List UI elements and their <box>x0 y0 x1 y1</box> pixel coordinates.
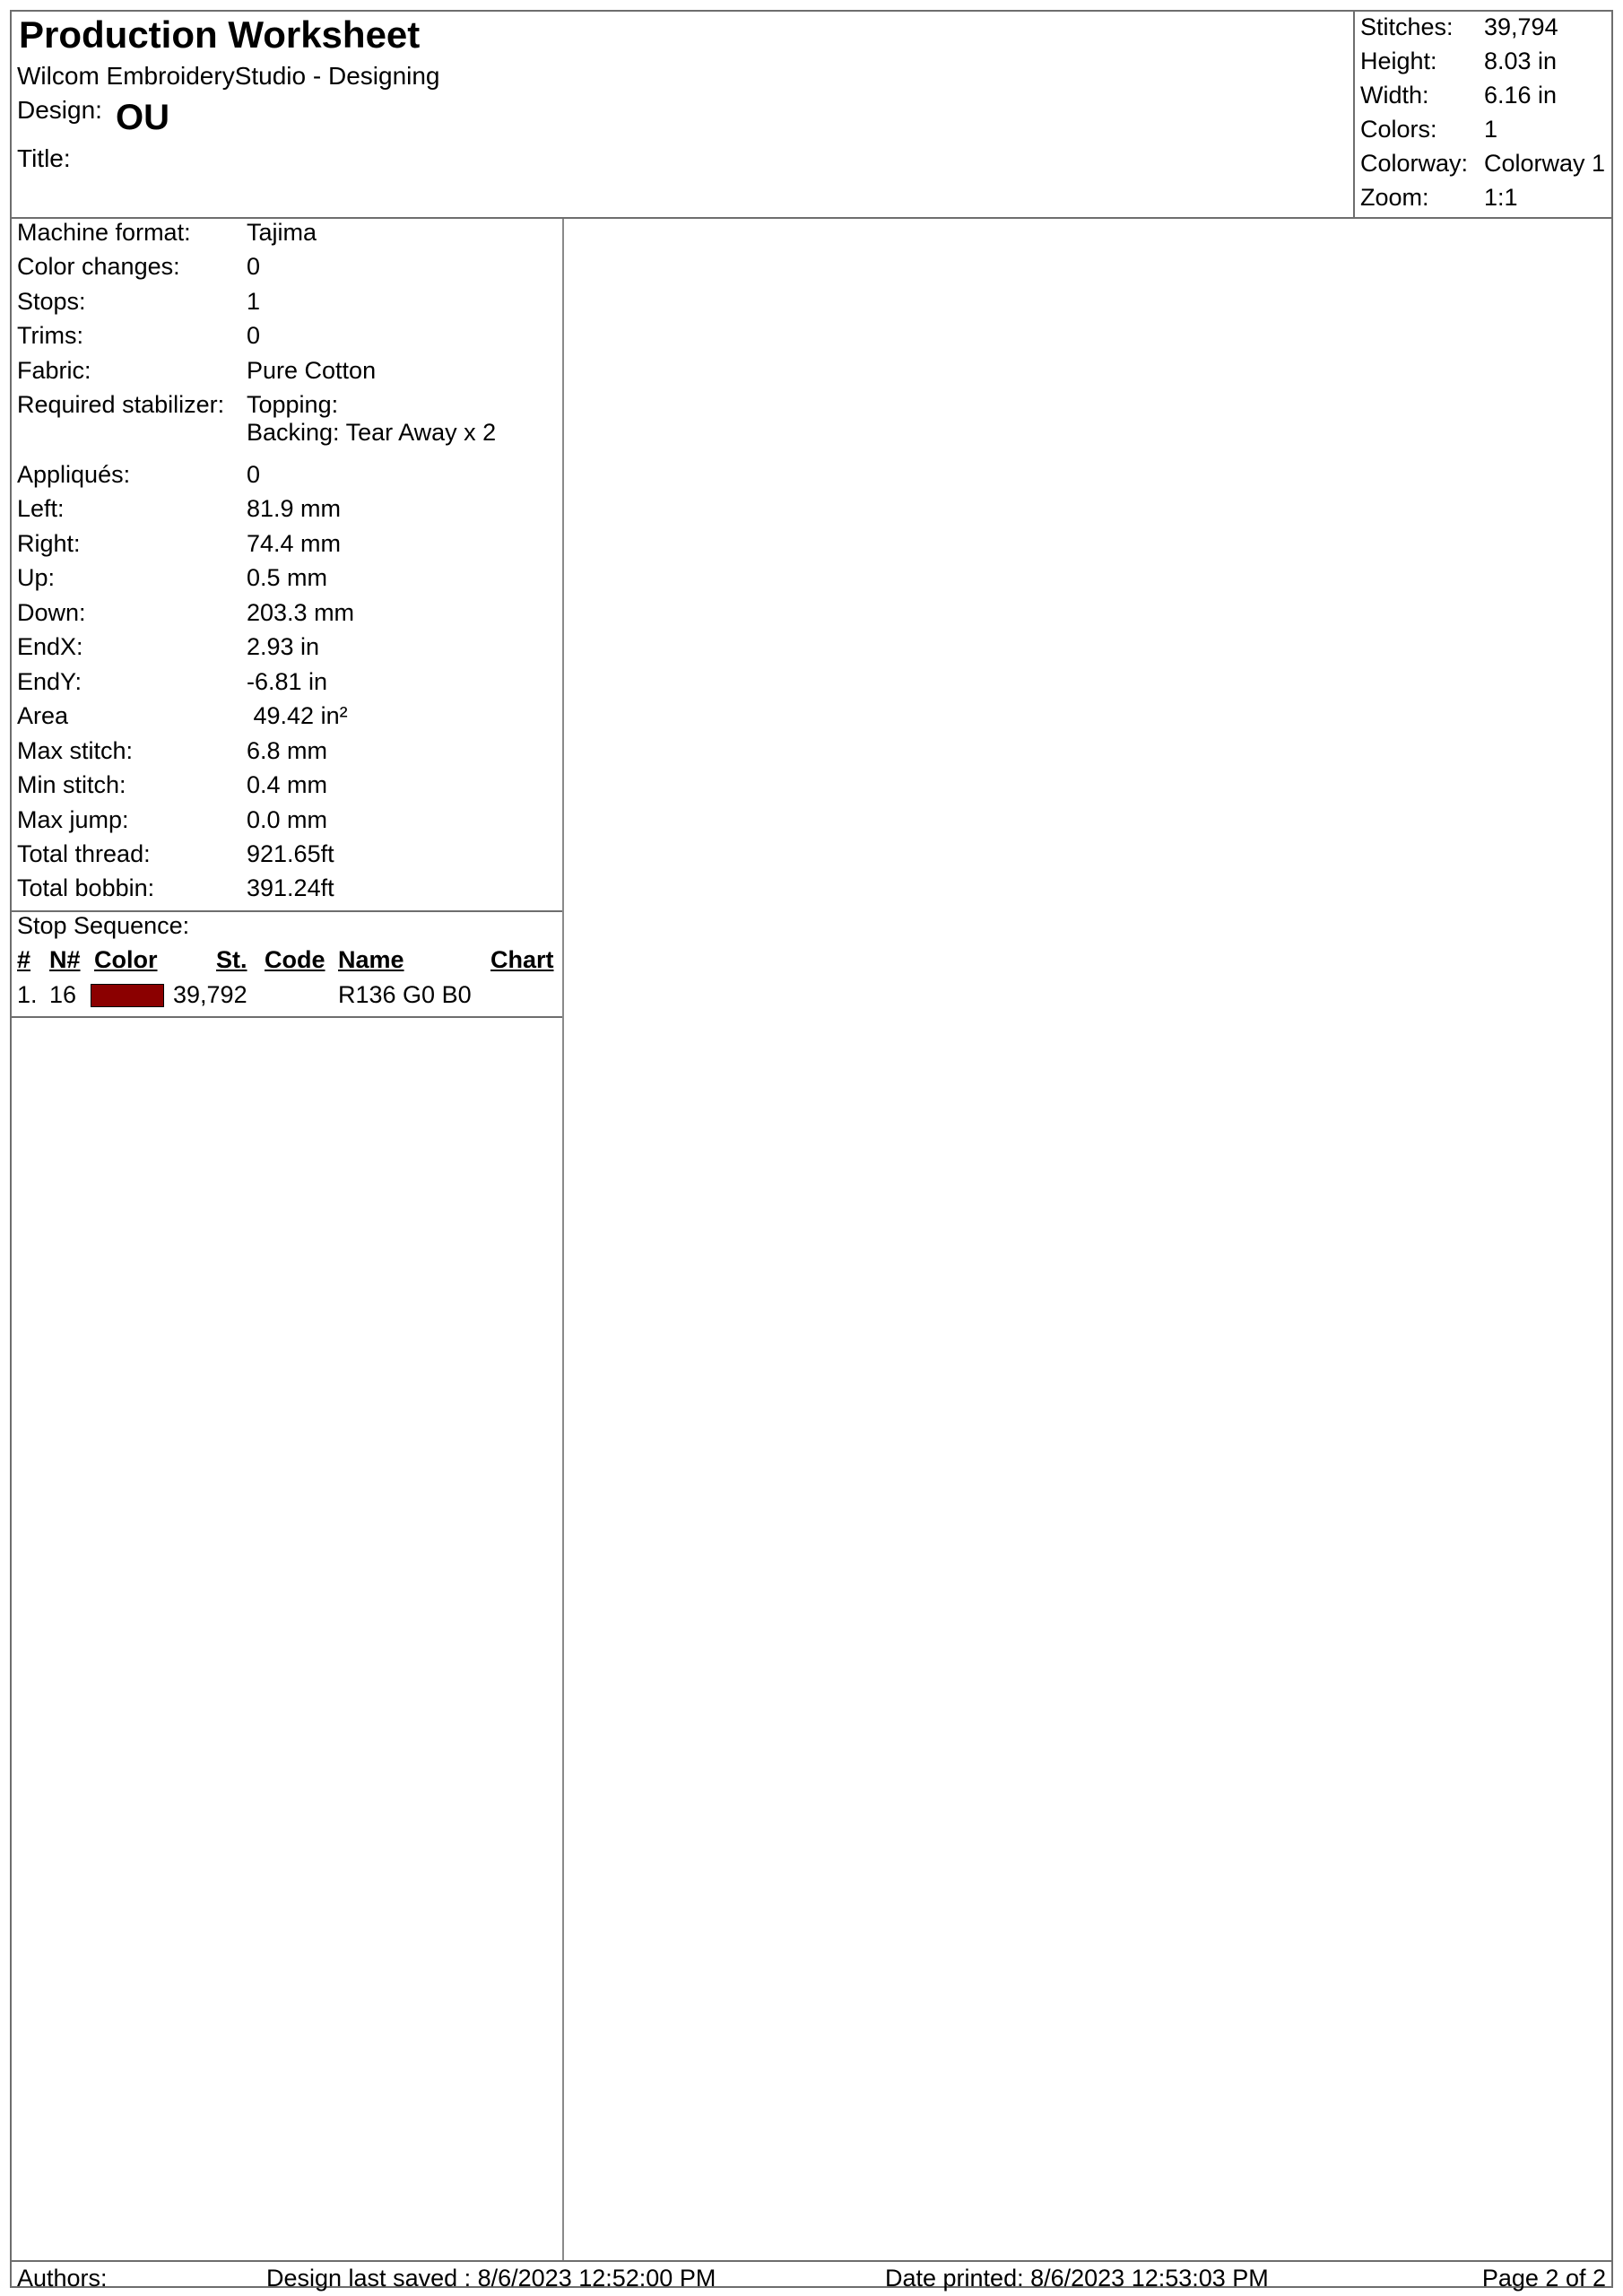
header-info <box>12 12 1353 218</box>
prop-label: Right: <box>17 530 81 557</box>
prop-value: 0 <box>247 461 261 488</box>
prop-label: Min stitch: <box>17 771 126 798</box>
prop-label: Stops: <box>17 288 86 315</box>
title-label: Title: <box>17 144 71 172</box>
column-header-color: Color <box>94 946 158 973</box>
stat-value: 8.03 in <box>1484 48 1558 74</box>
column-header-name: Name <box>338 946 404 973</box>
prop-label: EndY: <box>17 668 82 695</box>
prop-value: 2.93 in <box>247 633 320 660</box>
prop-value: Pure Cotton <box>247 357 377 384</box>
stop-sequence-divider-bottom <box>12 1016 562 1018</box>
stat-value: 6.16 in <box>1484 82 1558 109</box>
page-title: Production Worksheet <box>19 13 421 56</box>
footer-page-number: Page 2 of 2 <box>1481 2265 1606 2292</box>
prop-value: 921.65ft <box>247 840 334 867</box>
prop-label: Max stitch: <box>17 737 134 764</box>
column-header-chart: Chart <box>490 946 554 973</box>
column-header-code: Code <box>265 946 325 973</box>
stat-label: Zoom: <box>1360 184 1429 211</box>
stop-sequence-title: Stop Sequence: <box>17 912 190 939</box>
prop-value: 0.5 mm <box>247 564 328 591</box>
column-header-needle: N# <box>49 946 81 973</box>
footer-divider <box>12 2260 1611 2262</box>
prop-value: 74.4 mm <box>247 530 342 557</box>
column-header-stitches: St. <box>216 946 247 973</box>
design-label: Design: <box>17 96 102 124</box>
stat-label: Colors: <box>1360 116 1437 143</box>
stop-row-stitches: 39,792 <box>173 981 247 1008</box>
prop-value-backing: Backing: Tear Away x 2 <box>247 419 497 446</box>
application-name: Wilcom EmbroideryStudio - Designing <box>17 62 440 90</box>
worksheet-page <box>10 10 1613 2292</box>
prop-label: Trims: <box>17 322 83 349</box>
footer-authors: Authors: <box>17 2265 108 2292</box>
stat-value: 39,794 <box>1484 13 1558 40</box>
prop-value: 6.8 mm <box>247 737 328 764</box>
prop-value: 1 <box>247 288 261 315</box>
prop-label: Machine format: <box>17 219 191 246</box>
prop-value: 49.42 in² <box>247 702 348 729</box>
stat-label: Width: <box>1360 82 1429 109</box>
design-name: OU <box>116 98 169 137</box>
prop-label: EndX: <box>17 633 83 660</box>
footer-last-saved: Design last saved : 8/6/2023 12:52:00 PM <box>266 2265 716 2292</box>
properties-panel <box>12 219 564 2260</box>
prop-label: Appliqués: <box>17 461 131 488</box>
prop-value: 0.4 mm <box>247 771 328 798</box>
prop-label: Left: <box>17 495 65 522</box>
prop-value: 0 <box>247 322 261 349</box>
prop-label: Total bobbin: <box>17 874 155 901</box>
stop-row-number: 1. <box>17 981 38 1008</box>
prop-value: 391.24ft <box>247 874 334 901</box>
prop-value: Tajima <box>247 219 317 246</box>
stat-value: 1 <box>1484 116 1498 143</box>
stat-label: Stitches: <box>1360 13 1454 40</box>
prop-label: Color changes: <box>17 253 180 280</box>
prop-value: 81.9 mm <box>247 495 342 522</box>
stat-value: 1:1 <box>1484 184 1518 211</box>
prop-value: 0.0 mm <box>247 806 328 833</box>
prop-label: Down: <box>17 599 86 626</box>
stat-label: Height: <box>1360 48 1437 74</box>
column-header-number: # <box>17 946 31 973</box>
prop-value: 203.3 mm <box>247 599 355 626</box>
prop-value: Topping: <box>247 391 339 418</box>
prop-label: Max jump: <box>17 806 129 833</box>
prop-label: Fabric: <box>17 357 91 384</box>
prop-value: -6.81 in <box>247 668 328 695</box>
stop-row-color-name: R136 G0 B0 <box>338 981 472 1008</box>
prop-label: Up: <box>17 564 56 591</box>
stat-label: Colorway: <box>1360 150 1469 177</box>
color-swatch <box>91 984 164 1007</box>
prop-label: Total thread: <box>17 840 151 867</box>
prop-label: Required stabilizer: <box>17 391 225 418</box>
stat-value: Colorway 1 <box>1484 150 1606 177</box>
design-stats <box>1353 12 1613 218</box>
stop-row-needle: 16 <box>49 981 77 1008</box>
prop-label: Area <box>17 702 69 729</box>
footer-date-printed: Date printed: 8/6/2023 12:53:03 PM <box>885 2265 1269 2292</box>
prop-value: 0 <box>247 253 261 280</box>
